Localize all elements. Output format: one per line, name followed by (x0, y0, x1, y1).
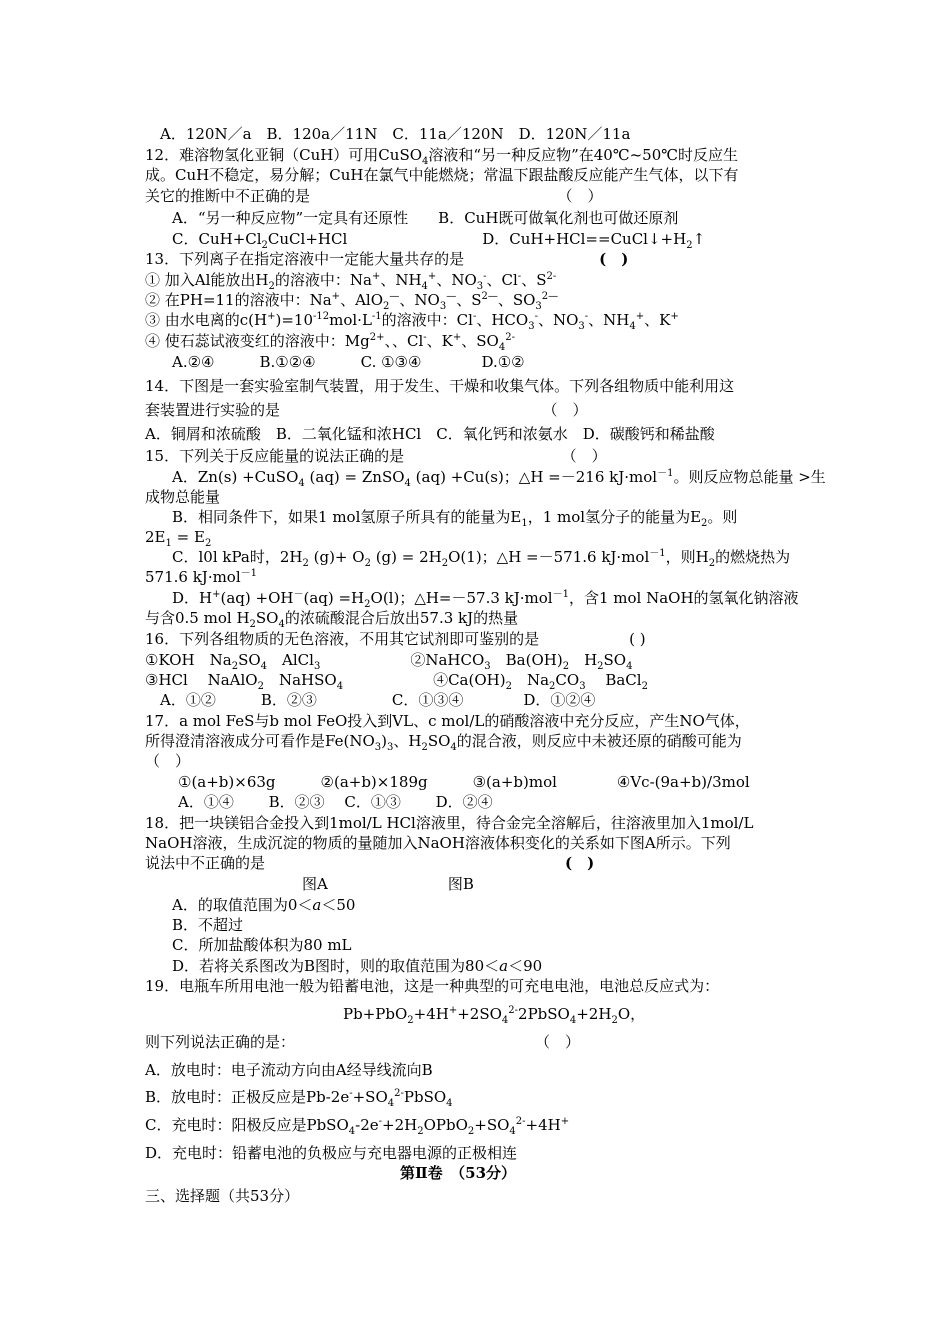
text-line: C．$CuH+Cl_2CuCl+HCl$ D．$CuH+HCl==CuCl↓+H_2↑$ (172, 230, 706, 251)
text-line: 与含0.5 mol $H_2SO_4$的浓硫酸混合后放出57.3 kJ的热量 (145, 609, 519, 630)
text-line: A．“另一种反应物”一定具有还原性 B．CuH既可做氧化剂也可做还原剂 (172, 209, 679, 227)
text-line: B．相同条件下，如果1 mol氢原子所具有的能量为$E_1$，1 mol氢分子的能量为$E_2$。则 (172, 508, 738, 529)
text-line: D．若将关系图改为B图时，则的取值范围为80＜a＜90 (172, 957, 543, 975)
text-line: NaOH溶液，生成沉淀的物质的量随加入NaOH溶液体积变化的关系如下图A所示。下列 (145, 834, 731, 852)
text-line: ①KOH $Na_2SO_4$ AlCl$_3$ ②NaHCO$_3$ $Ba(OH)_2$ $H_2SO_4$ (145, 651, 633, 672)
text-line: 说法中不正确的是 ( ) (145, 854, 595, 872)
text-line: 关它的推断中不正确的是 （ ） (145, 187, 603, 205)
text-line: （ ） (145, 752, 191, 770)
text-line: B．不超过 (172, 916, 244, 934)
text-line: 第Ⅱ卷 （53分） (400, 1164, 517, 1182)
text-line: 19．电瓶车所用电池一般为铅蓄电池，这是一种典型的可充电电池，电池总反应式为： (145, 977, 720, 995)
text-line: B．放电时：正极反应是$Pb-2e^-+SO_4^{2-}PbSO_4$ (145, 1088, 453, 1109)
text-line: C．l0l kPa时，$2H_2$ $(g)+ O_2$ $(g) = 2H_2O(1)$；△H =－571.6 kJ·mol$^{-1}$，则$H_2$的燃烧热为 (172, 548, 791, 569)
text-line: ② 在PH=11的溶液中：Na+、AlO$_2$—、$NO_3^—$、$S^{2—}$、$SO_3^{2—}$ (145, 291, 559, 312)
text-line: 成物总能量 (145, 488, 221, 506)
text-line: 则下列说法正确的是： （ ） (145, 1033, 581, 1051)
text-line: D．充电时：铅蓄电池的负极应与充电器电源的正极相连 (145, 1144, 518, 1162)
text-line: A．120N／a B．120a／11N C．11a／120N D．120N／11a (160, 125, 631, 143)
text-line: 图A 图B (302, 875, 474, 893)
text-line: 成。CuH不稳定，易分解；CuH在氯气中能燃烧；常温下跟盐酸反应能产生气体，以下有 (145, 166, 739, 184)
text-line: 三、选择题（共53分） (145, 1187, 300, 1205)
text-line: 15．下列关于反应能量的说法正确的是 （ ） (145, 447, 607, 465)
text-line: C．充电时：阳极反应是$PbSO_4-2e^-+2H_2OPbO_2+SO_4^{2-}+4H^+$ (145, 1116, 570, 1137)
text-line: $2E_1 = E_2$ (145, 528, 212, 549)
text-line: 14．下图是一套实验室制气装置，用于发生、干燥和收集气体。下列各组物质中能利用这 (145, 377, 735, 395)
text-line: A．①② B．②③ C．①③④ D．①②④ (160, 691, 596, 709)
text-line: ④ 使石蕊试液变红的溶液中：$Mg^{2+}$、、Cl-、K+、$SO_4^{2-}$ (145, 332, 515, 353)
text-line: 17．a mol FeS与b mol FeO投入到VL、c mol/L的硝酸溶液中充分反应，产生NO气体， (145, 712, 750, 730)
text-line: A．Zn(s) +CuSO$_4$ (aq) = ZnSO$_4$ (aq) +Cu(s)；△H =－216 kJ·mol$^{-1}$。则反应物总能量 >生 (172, 468, 826, 489)
text-line: D．$H^+(aq) +OH^-(aq) =H_2O(l)$；△H=－57.3 kJ·mol$^{-1}$，含1 mol NaOH的氢氧化钠溶液 (172, 589, 799, 610)
text-line: 套装置进行实验的是 （ ） (145, 401, 588, 419)
text-line: 13．下列离子在指定溶液中一定能大量共存的是 ( ) (145, 250, 629, 268)
text-line: 12．难溶物氢化亚铜（CuH）可用CuSO$_4$溶液和“另一种反应物”在40℃~50℃时反应生 (145, 146, 739, 167)
text-line: 所得澄清溶液成分可看作是$Fe(NO_3)_3$、$H_2SO_4$的混合液，则反应中未被还原的硝酸可能为 (145, 732, 742, 753)
text-line: A.②④ B.①②④ C. ①③④ D.①② (172, 353, 525, 371)
text-line: A．的取值范围为0＜a＜50 (172, 896, 356, 914)
text-line: A．放电时：电子流动方向由A经导线流向B (145, 1061, 433, 1079)
text-line: 18．把一块镁铝合金投入到1mol/L HCl溶液里，待合金完全溶解后，往溶液里加入1mol/L (145, 814, 754, 832)
text-line: A．①④ B．②③ C．①③ D．②④ (178, 793, 493, 811)
text-line: A．铜屑和浓硫酸 B．二氧化锰和浓HCl C．氧化钙和浓氨水 D．碳酸钙和稀盐酸 (145, 425, 715, 443)
text-line: 16．下列各组物质的无色溶液，不用其它试剂即可鉴别的是 ( ) (145, 630, 646, 648)
text-line: $Pb+PbO_2+4H^++2SO_4^{2-}2PbSO_4+2H_2O$， (343, 1005, 646, 1026)
text-line: ③ 由水电离的$c(H^+)=10^{-12}mol\cdot L^{-1}$的溶液中：Cl-、$HCO_3^-$、$NO_3^-$、$NH_4^+$、K+ (145, 311, 679, 332)
text-line: 571.6 kJ·mol$^{-1}$ (145, 568, 258, 586)
text-line: ③HCl NaAlO$_2$ NaHSO$_4$ $④Ca(OH)_2$ $Na_2CO_3$ BaCl$_2$ (145, 671, 648, 692)
text-line: C．所加盐酸体积为80 mL (172, 936, 352, 954)
text-line: ①(a+b)×63g ②(a+b)×189g ③(a+b)mol ④Vc-(9a+b)/3mol (178, 773, 750, 791)
text-line: ① 加入Al能放出$H_2$的溶液中：Na+、$NH_4^+$、$NO_3^-$、Cl-、$S^{2-}$ (145, 271, 557, 292)
